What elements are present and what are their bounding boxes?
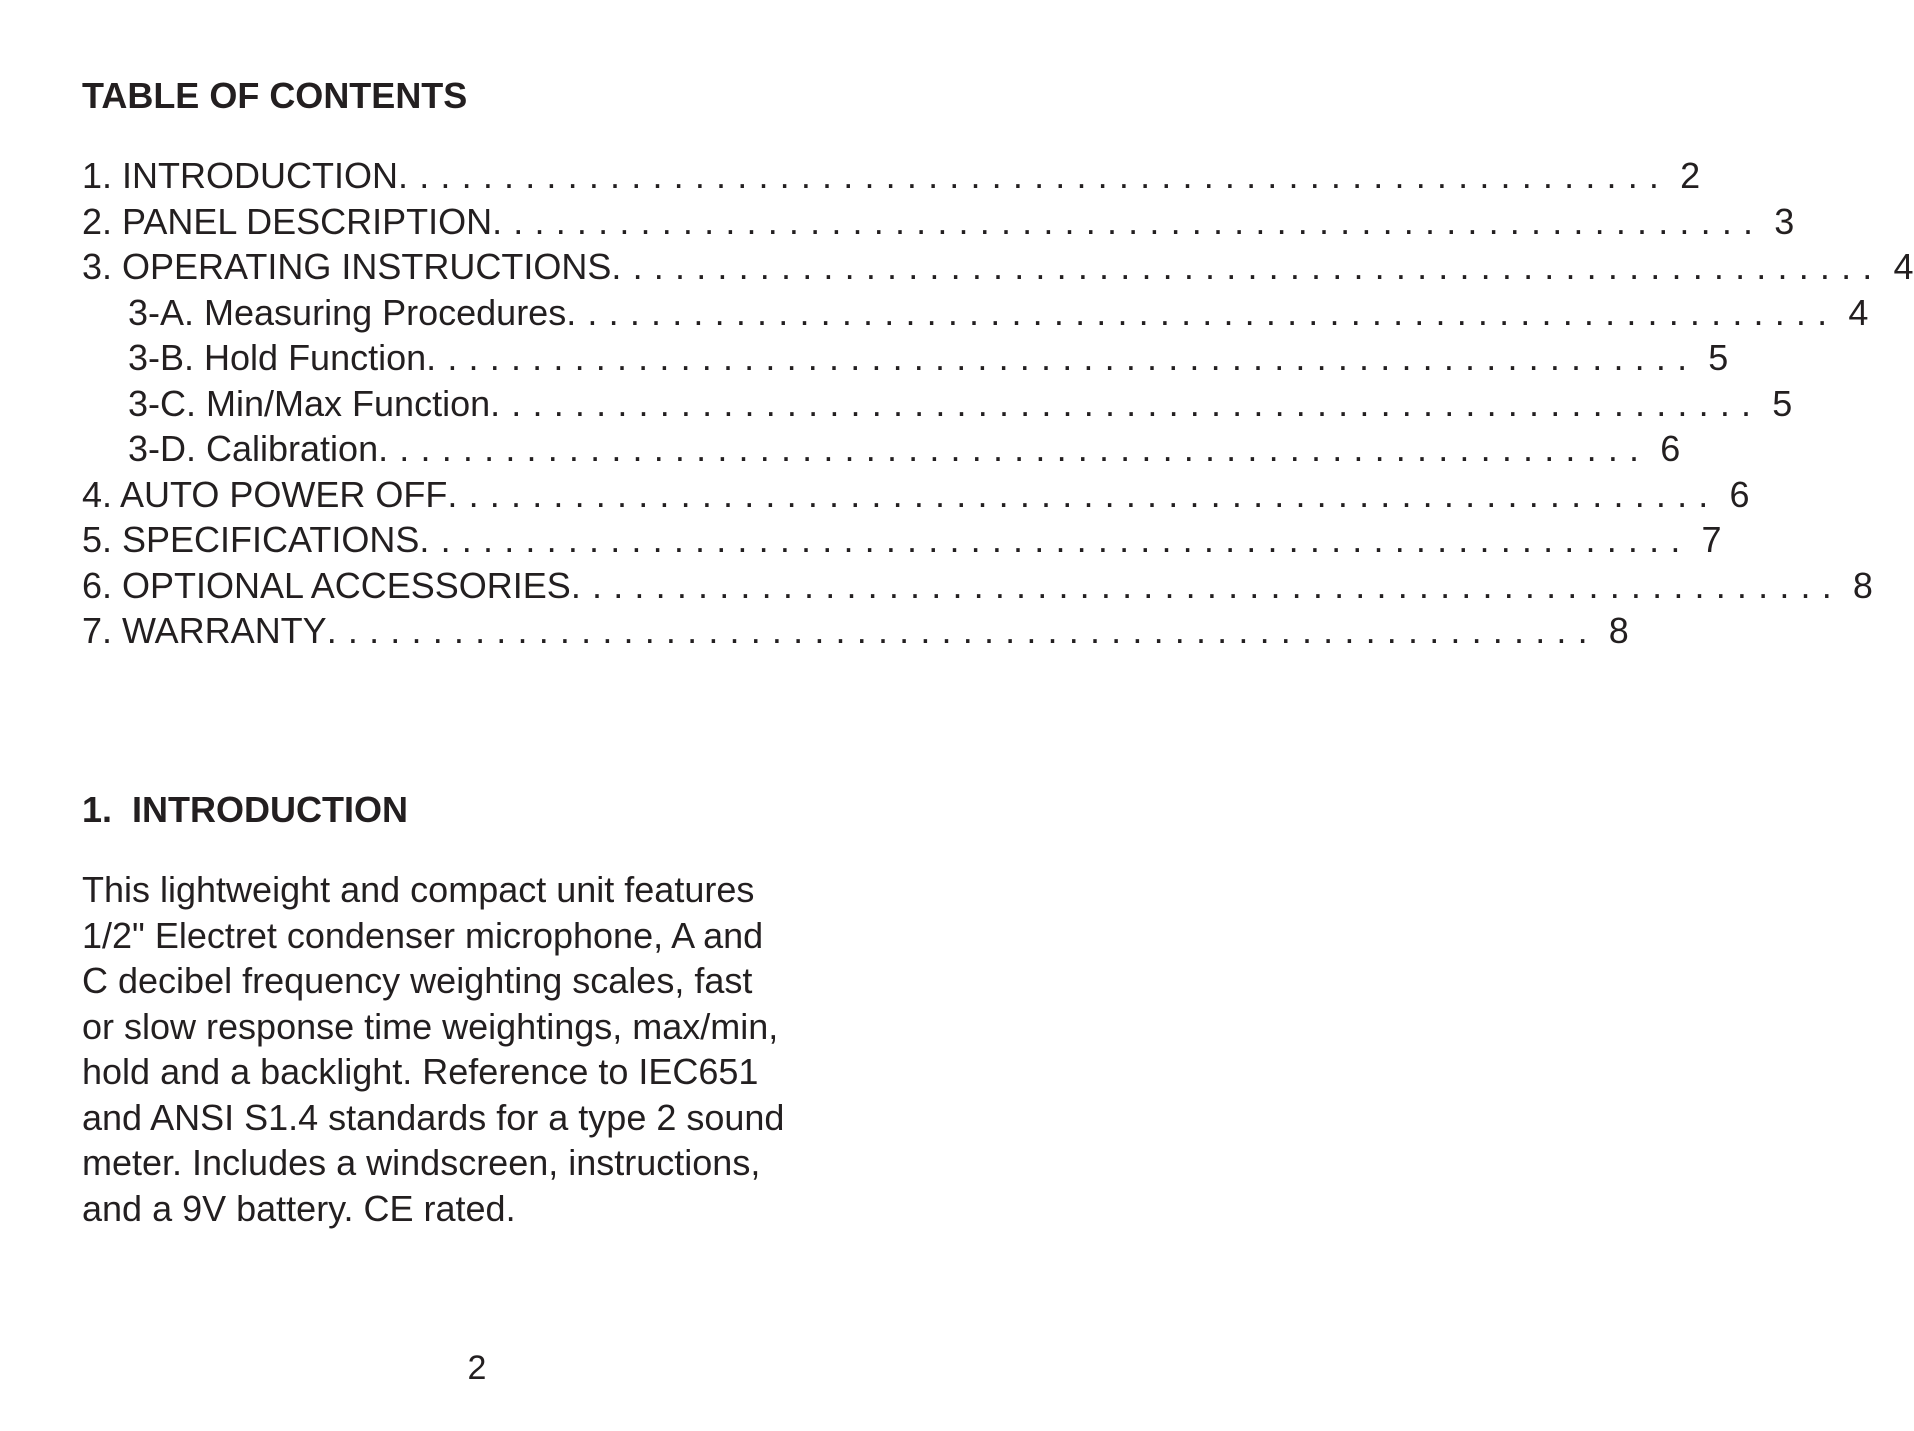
toc-subentry bbox=[82, 381, 1793, 427]
toc-entry-page: 6 bbox=[1729, 473, 1750, 515]
toc-leader-dots: ............................................................ bbox=[447, 473, 1720, 515]
toc-subentry bbox=[82, 426, 1681, 472]
paragraph-line: and a 9V battery. CE rated. bbox=[82, 1187, 516, 1229]
introduction-paragraph bbox=[82, 867, 842, 1231]
toc-entry-label: 3-B. Hold Function bbox=[128, 337, 427, 378]
toc-entry-page: 8 bbox=[1608, 610, 1629, 651]
toc-leader-dots: ............................................................ bbox=[570, 564, 1843, 606]
toc-entry-page: 2 bbox=[1680, 155, 1701, 196]
toc-heading: TABLE OF CONTENTS bbox=[82, 75, 468, 116]
toc-entry bbox=[82, 199, 1795, 245]
toc-entry-label: 3-C. Min/Max Function bbox=[128, 382, 491, 424]
paragraph-line: meter. Includes a windscreen, instructions, bbox=[82, 1142, 761, 1183]
toc-subentry bbox=[82, 335, 1729, 381]
toc-entry bbox=[82, 472, 1750, 518]
paragraph-line: This lightweight and compact unit features bbox=[82, 869, 755, 910]
toc-entry bbox=[82, 153, 1701, 199]
toc-entry-page: 6 bbox=[1660, 428, 1681, 469]
toc-leader-dots: ............................................................ bbox=[566, 291, 1839, 333]
toc-entry-page: 4 bbox=[1848, 291, 1869, 333]
toc-entry-label: 3-A. Measuring Procedures bbox=[128, 291, 567, 333]
page-number: 2 bbox=[467, 1349, 487, 1387]
toc-entry bbox=[82, 563, 1873, 609]
toc-entry-label: 4. AUTO POWER OFF bbox=[82, 473, 448, 515]
paragraph-line: hold and a backlight. Reference to IEC651 bbox=[82, 1051, 759, 1092]
toc-leader-dots: ............................................................ bbox=[398, 155, 1671, 196]
toc-entry-label: 6. OPTIONAL ACCESSORIES bbox=[82, 564, 571, 606]
toc-entry bbox=[82, 608, 1629, 654]
toc-entry-label: 5. SPECIFICATIONS bbox=[82, 519, 420, 560]
toc-leader-dots: ............................................................ bbox=[378, 428, 1651, 469]
toc-entry-page: 5 bbox=[1772, 382, 1793, 424]
section-heading-introduction: 1. INTRODUCTION bbox=[82, 789, 409, 830]
toc-entry bbox=[82, 244, 1914, 290]
toc-leader-dots: ............................................................ bbox=[492, 200, 1765, 242]
toc-leader-dots: ............................................................ bbox=[326, 610, 1599, 651]
toc-entry-label: 3-D. Calibration bbox=[128, 428, 379, 469]
toc-entry-page: 8 bbox=[1852, 564, 1873, 606]
toc-entry-label: 2. PANEL DESCRIPTION bbox=[82, 200, 493, 242]
toc-entry-page: 4 bbox=[1893, 246, 1914, 287]
toc-entry-page: 7 bbox=[1701, 519, 1722, 560]
toc-entry-label: 1. INTRODUCTION bbox=[82, 155, 399, 196]
toc-entry-label: 3. OPERATING INSTRUCTIONS bbox=[82, 246, 612, 287]
toc-leader-dots: ............................................................ bbox=[490, 382, 1763, 424]
toc-entry-label: 7. WARRANTY bbox=[82, 610, 327, 651]
paragraph-line: C decibel frequency weighting scales, fast bbox=[82, 960, 753, 1001]
toc-leader-dots: ............................................................ bbox=[419, 519, 1692, 560]
paragraph-line: and ANSI S1.4 standards for a type 2 sound bbox=[82, 1096, 785, 1138]
paragraph-line: 1/2" Electret condenser microphone, A and bbox=[82, 914, 764, 956]
toc-entry-page: 3 bbox=[1774, 200, 1795, 242]
toc-entry bbox=[82, 517, 1722, 563]
toc-list bbox=[82, 153, 1914, 654]
toc-leader-dots: ............................................................ bbox=[611, 246, 1884, 287]
toc-leader-dots: ............................................................ bbox=[426, 337, 1699, 378]
toc-entry-page: 5 bbox=[1708, 337, 1729, 378]
toc-subentry bbox=[82, 290, 1869, 336]
paragraph-line: or slow response time weightings, max/min, bbox=[82, 1005, 779, 1047]
